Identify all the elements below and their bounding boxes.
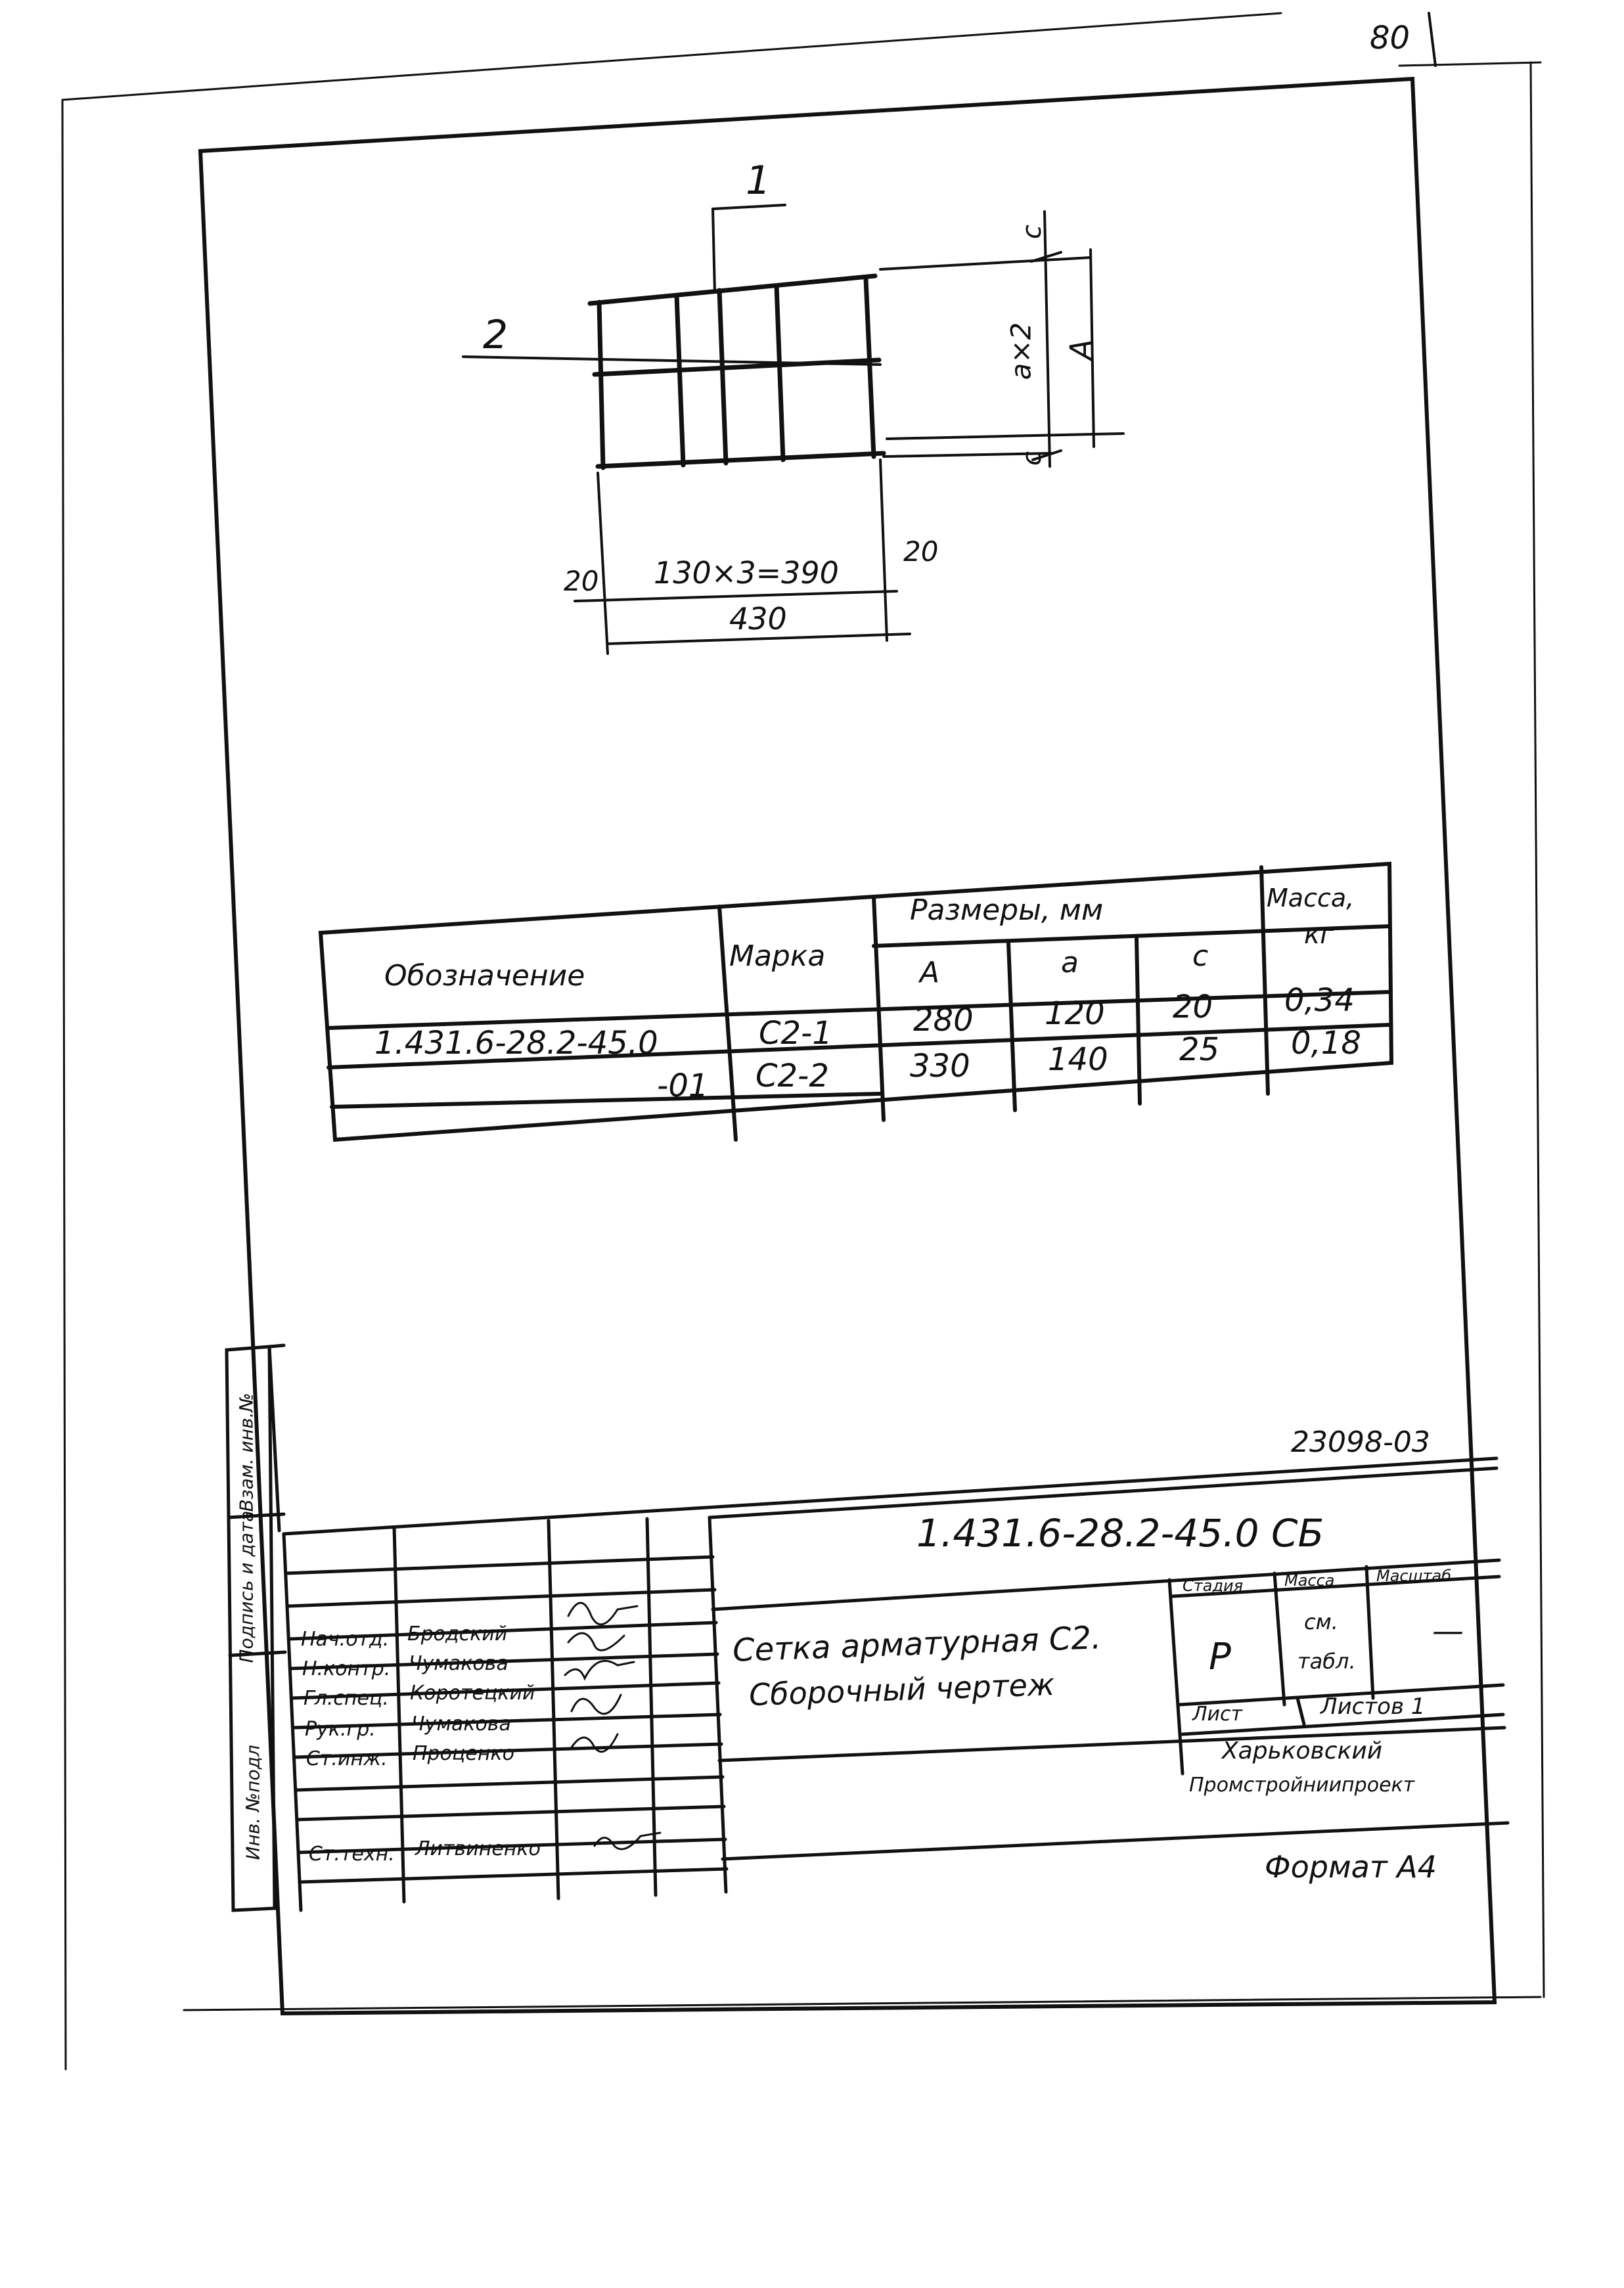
dim-20-left: 20 [564, 565, 599, 597]
row1-mass: 0,34 [1284, 982, 1355, 1019]
section-label-2: 2 [483, 312, 508, 358]
sheet-edge-top [62, 13, 1281, 100]
sheet-edge-tab [1429, 13, 1435, 66]
archive-number: 23098-03 [1291, 1425, 1430, 1459]
drawing-title-line1: Сетка арматурная С2. [732, 1619, 1102, 1669]
header-designation: Обозначение [384, 959, 585, 993]
staff-role-5: Ст.инж. [306, 1747, 388, 1770]
row2-A: 330 [910, 1048, 970, 1085]
section-line-2 [463, 357, 880, 365]
header-mark: Марка [729, 939, 826, 973]
org-line1: Харьковский [1222, 1738, 1383, 1764]
staff-name-1: Бродский [407, 1623, 508, 1646]
sheet-edge-left [62, 100, 66, 2069]
row1-a: 120 [1045, 995, 1105, 1032]
row1-mark: С2-1 [759, 1015, 832, 1052]
mass-value-2: табл. [1297, 1649, 1356, 1674]
scale-label: Масштаб [1376, 1567, 1452, 1585]
header-mass-unit: кг [1304, 920, 1334, 950]
staff-name-3: Коротецкий [410, 1682, 535, 1705]
spec-table-lines [321, 864, 1391, 1140]
dim-a-x2: a×2 [1004, 322, 1037, 380]
sheet-edge-tab-top [1399, 62, 1541, 66]
sheet-edge-right [1531, 62, 1544, 1997]
staff-role-4: Рук.гр. [305, 1718, 376, 1741]
section-label-1: 1 [746, 158, 771, 204]
dim-c-bottom: c [1017, 451, 1047, 466]
dim-430: 430 [729, 601, 787, 637]
side-inv: Инв. №подл [242, 1745, 264, 1860]
scale-value: — [1432, 1613, 1464, 1649]
mass-label: Масса [1284, 1571, 1335, 1590]
row2-mass: 0,18 [1291, 1025, 1361, 1062]
col-a: а [1061, 946, 1079, 979]
staff-name-4: Чумакова [411, 1713, 511, 1736]
row1-c: 20 [1173, 989, 1213, 1025]
page-number: 80 [1370, 20, 1410, 56]
side-vzam: Взам. инв.№ [235, 1393, 258, 1512]
mass-value-1: см. [1304, 1609, 1338, 1634]
mesh-drawing [590, 276, 884, 468]
row2-designation: -01 [657, 1067, 709, 1104]
sheet-label: Лист [1192, 1703, 1243, 1726]
side-podpis: Подпись и дата [235, 1510, 258, 1663]
org-line2: Промстройниипроект [1189, 1774, 1415, 1797]
staff-name-6: Литвиненко [415, 1837, 541, 1860]
row2-c: 25 [1179, 1031, 1220, 1068]
dim-390: 130×3=390 [654, 555, 839, 591]
staff-name-5: Проценко [413, 1742, 514, 1765]
document-code: 1.431.6-28.2-45.0 СБ [916, 1511, 1324, 1556]
staff-role-3: Гл.спец. [304, 1687, 389, 1710]
section-line-1-top [713, 205, 785, 209]
row1-designation: 1.431.6-28.2-45.0 [374, 1025, 658, 1062]
staff-role-1: Нач.отд. [301, 1628, 390, 1651]
staff-name-2: Чумакова [409, 1652, 508, 1675]
row2-mark: С2-2 [756, 1058, 829, 1094]
col-A: А [920, 956, 940, 989]
row1-A: 280 [913, 1002, 974, 1039]
dim-A: A [1063, 339, 1099, 360]
header-mass: Масса, [1267, 884, 1355, 912]
stage-label: Стадия [1183, 1577, 1244, 1595]
staff-role-2: Н.контр. [302, 1657, 391, 1680]
col-c: с [1192, 939, 1209, 973]
row2-a: 140 [1048, 1041, 1108, 1078]
staff-role-6: Ст.техн. [309, 1843, 395, 1866]
sheets-label: Листов 1 [1320, 1694, 1426, 1720]
format-label: Формат А4 [1265, 1849, 1437, 1885]
dim-20-right: 20 [903, 535, 939, 568]
stage-value: Р [1209, 1636, 1231, 1678]
dim-c-top: c [1017, 225, 1047, 239]
header-dimensions: Размеры, мм [910, 893, 1104, 927]
drawing-title-line2: Сборочный чертеж [748, 1666, 1056, 1713]
